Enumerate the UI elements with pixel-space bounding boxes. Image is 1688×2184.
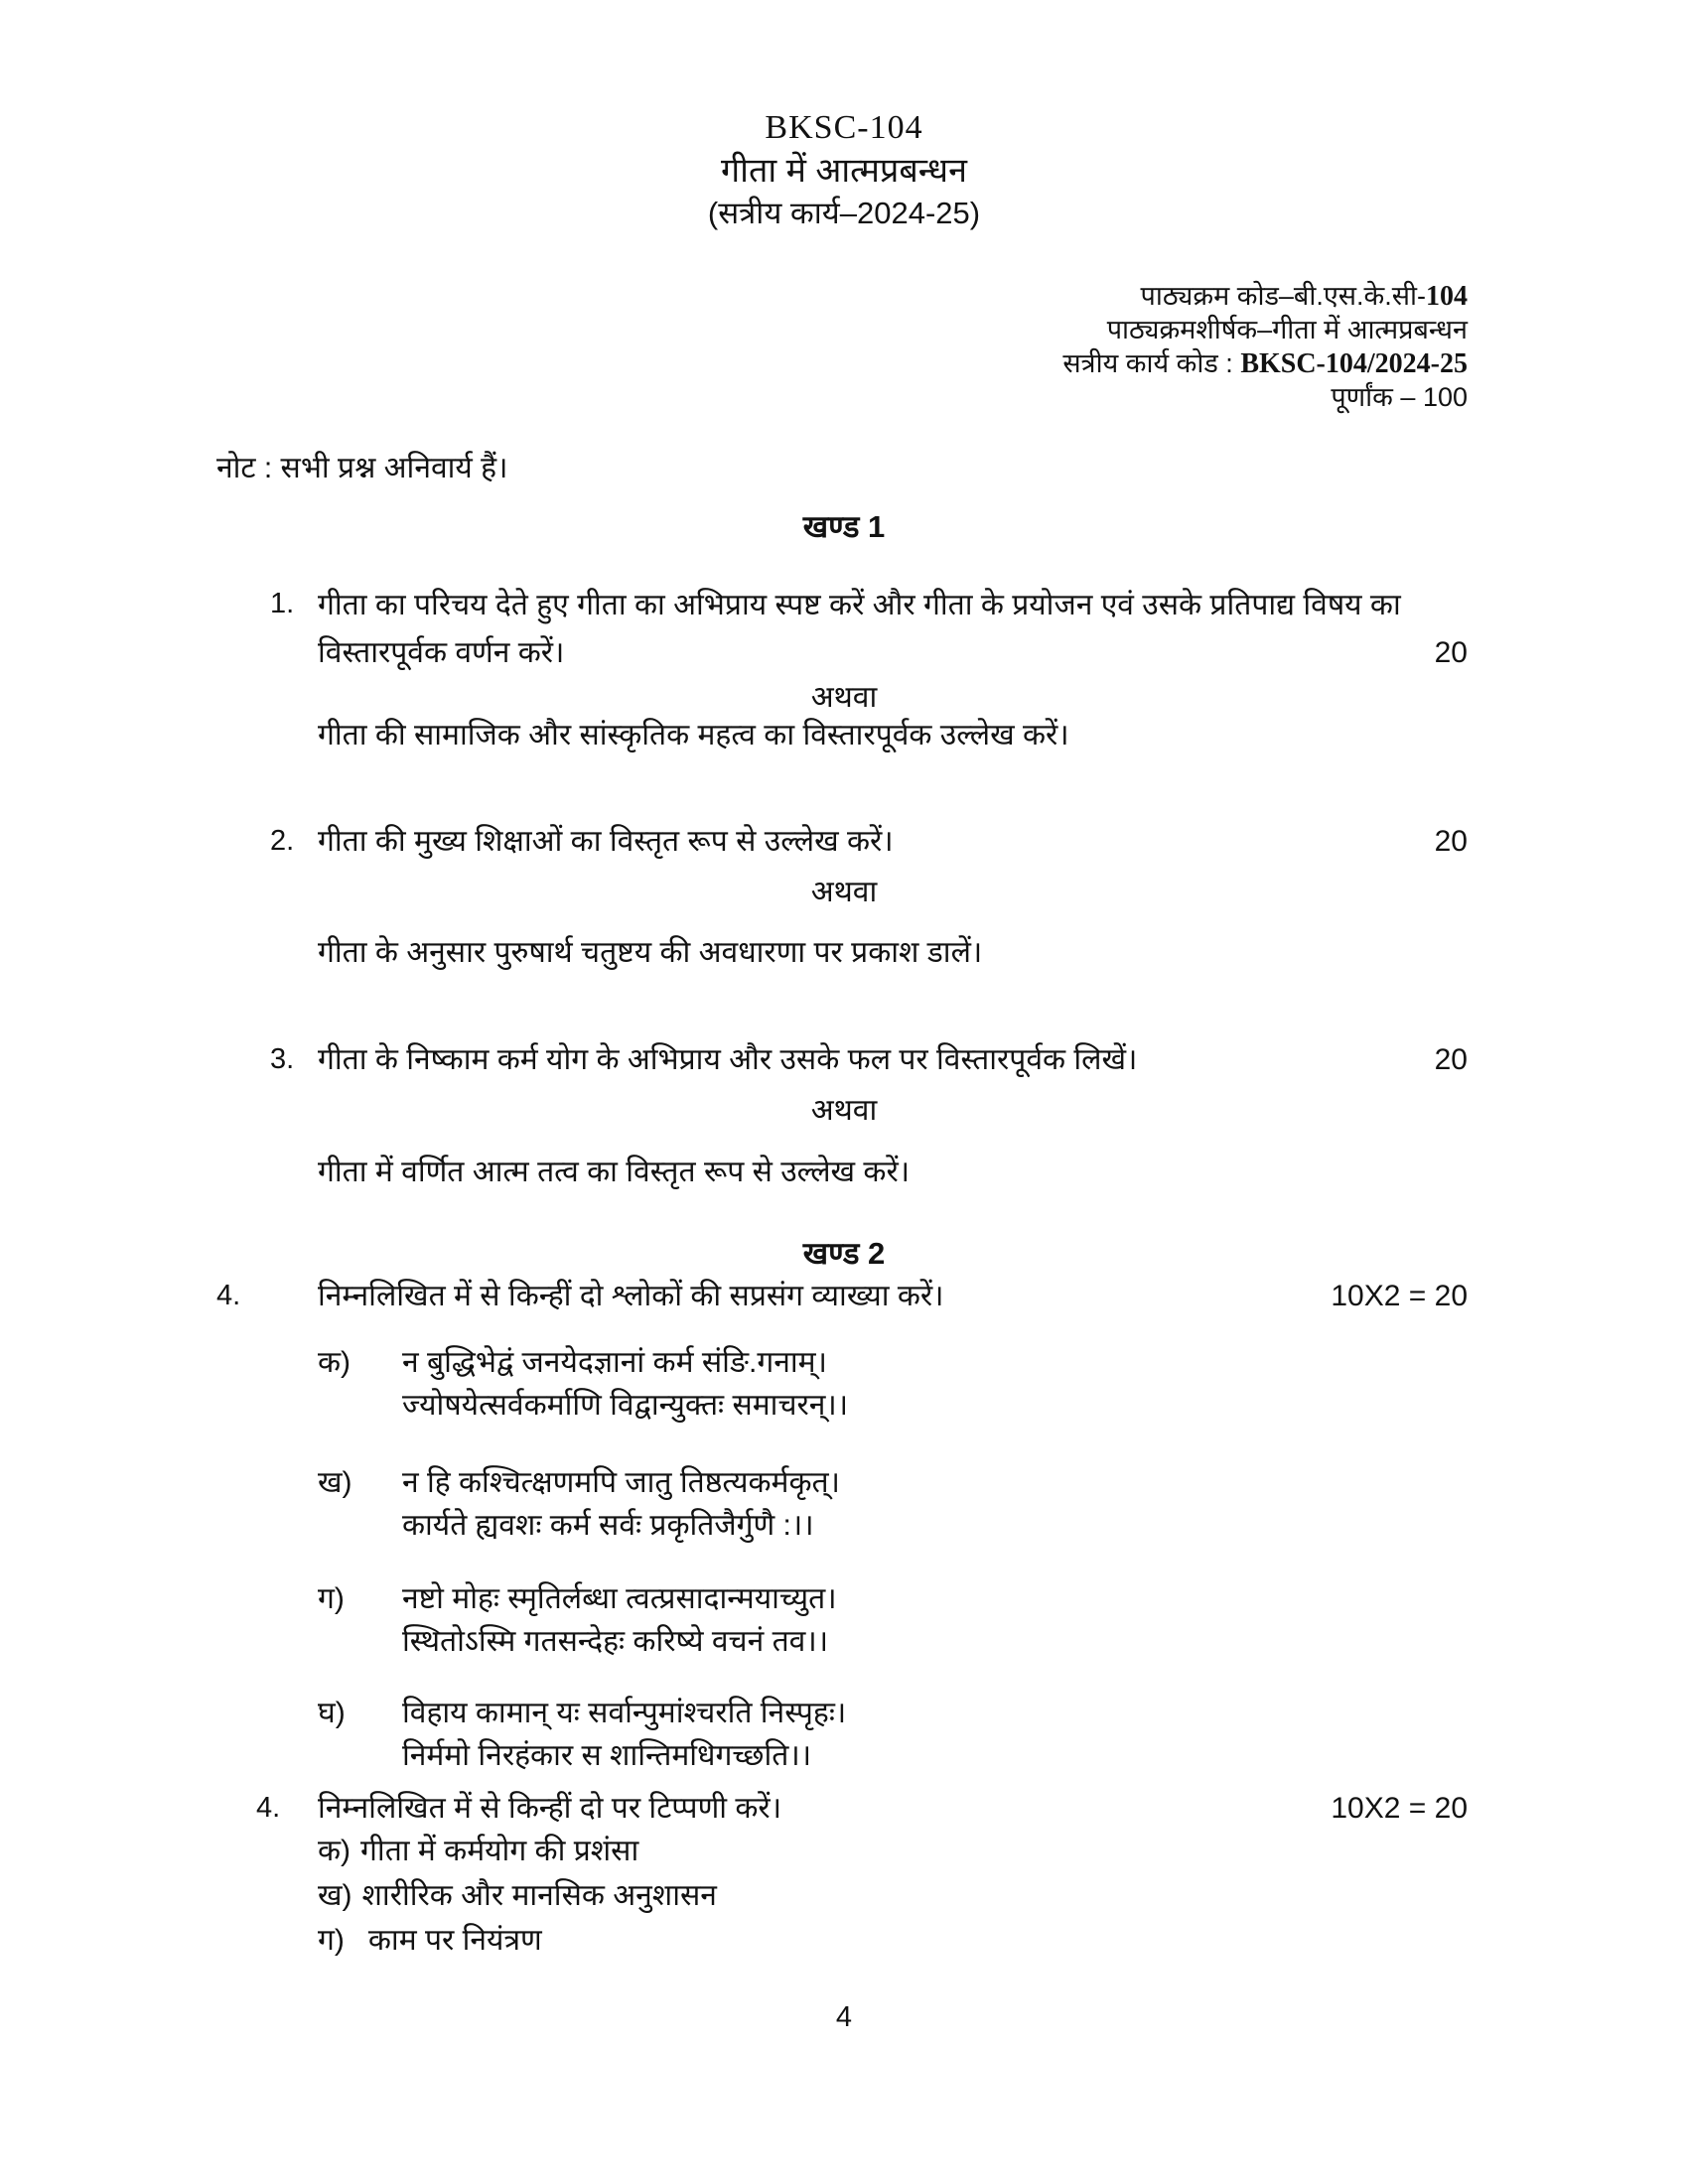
question-2-alternative: गीता के अनुसार पुरुषार्थ चतुष्टय की अवधारणा पर प्रकाश डालें। (318, 936, 983, 969)
or-separator: अथवा (810, 1094, 878, 1127)
question-2-text: गीता की मुख्य शिक्षाओं का विस्तृत रूप से उल्लेख करें। (318, 825, 894, 858)
course-code-heading: BKSC-104 (765, 109, 923, 146)
page-number: 4 (835, 2001, 853, 2033)
question-3-text: गीता के निष्काम कर्म योग के अभिप्राय और उसके फल पर विस्तारपूर्वक लिखें। (318, 1043, 1138, 1076)
meta-assignment-code (1062, 343, 1468, 380)
note-topic-label: ग) (318, 1924, 345, 1957)
shloka-line: न हि कश्चित्क्षणमपि जातु तिष्ठत्यकर्मकृत्। (402, 1466, 840, 1499)
exam-note: नोट : सभी प्रश्न अनिवार्य हैं। (216, 452, 508, 484)
note-topic-item (318, 1876, 717, 1917)
note-topic-text: काम पर नियंत्रण (367, 1924, 542, 1957)
note-topic-label: ख) (318, 1879, 352, 1912)
question-4b-text: निम्नलिखित में से किन्हीं दो पर टिप्पणी करें। (318, 1792, 782, 1825)
question-1-number: 1. (270, 588, 295, 619)
question-4b-number: 4. (256, 1792, 281, 1824)
question-1-marks: 20 (1434, 636, 1468, 669)
shloka-option-label: ग) (318, 1582, 345, 1615)
meta-assignment-code-value: BKSC-104/2024-25 (1240, 348, 1468, 379)
meta-assignment-code-label: सत्रीय कार्य कोड : (1062, 348, 1241, 378)
question-3-marks: 20 (1434, 1043, 1468, 1076)
shloka-line: निर्ममो निरहंकार स शान्तिमधिगच्छति।। (402, 1739, 812, 1772)
question-4b-marks: 10X2 = 20 (1331, 1792, 1468, 1825)
question-4a-number: 4. (216, 1280, 241, 1311)
question-2-marks: 20 (1434, 825, 1468, 858)
meta-course-code (1141, 276, 1468, 313)
note-topic-text: गीता में कर्मयोग की प्रशंसा (360, 1835, 639, 1867)
shloka-option-label: ख) (318, 1466, 352, 1499)
section-1-heading: खण्ड 1 (802, 509, 886, 544)
shloka-option-label: घ) (318, 1697, 346, 1729)
or-separator: अथवा (810, 681, 878, 714)
note-topic-label: क) (318, 1835, 352, 1867)
session-subtitle: (सत्रीय कार्य–2024-25) (707, 196, 981, 230)
question-4a-text: निम्नलिखित में से किन्हीं दो श्लोकों की सप्रसंग व्याख्या करें। (318, 1280, 944, 1312)
shloka-line: नष्टो मोहः स्मृतिर्लब्धा त्वत्प्रसादान्मयाच्युत। (402, 1582, 837, 1615)
meta-course-code-number: 104 (1426, 281, 1468, 312)
meta-course-title: पाठ्यक्रमशीर्षक–गीता में आत्मप्रबन्धन (1106, 315, 1468, 344)
shloka-option-label: क) (318, 1346, 352, 1379)
question-2-number: 2. (270, 825, 295, 857)
question-4a-marks: 10X2 = 20 (1331, 1280, 1468, 1312)
meta-max-marks-value: 100 (1422, 382, 1468, 412)
shloka-line: कार्यते ह्यवशः कर्म सर्वः प्रकृतिजैर्गुणै :।। (402, 1509, 814, 1542)
question-1-text: गीता का परिचय देते हुए गीता का अभिप्राय स्पष्ट करें और गीता के प्रयोजन एवं उसके प्रतिपाद्य विषय का विस्तारपूर्वक वर्णन करें। (318, 589, 1401, 669)
section-2-heading: खण्ड 2 (802, 1236, 886, 1271)
question-3-number: 3. (270, 1043, 295, 1075)
meta-max-marks-label: पूर्णांक – (1331, 382, 1423, 412)
page-title: गीता में आत्मप्रबन्धन (721, 152, 967, 190)
question-3-alternative: गीता में वर्णित आत्म तत्व का विस्तृत रूप से उल्लेख करें। (318, 1156, 911, 1188)
shloka-line: ज्योषयेत्सर्वकर्माणि विद्वान्युक्तः समाचरन्।। (402, 1389, 849, 1422)
question-1-alternative: गीता की सामाजिक और सांस्कृतिक महत्व का विस्तारपूर्वक उल्लेख करें। (318, 719, 1069, 751)
shloka-line: विहाय कामान् यः सर्वान्पुमांश्चरति निस्पृहः। (402, 1697, 847, 1729)
shloka-line: स्थितोऽस्मि गतसन्देहः करिष्ये वचनं तव।। (402, 1625, 829, 1658)
note-topic-item (318, 1921, 542, 1962)
shloka-line: न बुद्धिभेद्वं जनयेदज्ञानां कर्म संङि.गनाम्। (402, 1346, 827, 1379)
meta-max-marks (1331, 377, 1468, 414)
note-topic-item (318, 1832, 638, 1872)
note-topic-text: शारीरिक और मानसिक अनुशासन (361, 1879, 717, 1912)
or-separator: अथवा (810, 876, 878, 908)
meta-course-code-label: पाठ्यक्रम कोड–बी.एस.के.सी- (1140, 281, 1426, 311)
